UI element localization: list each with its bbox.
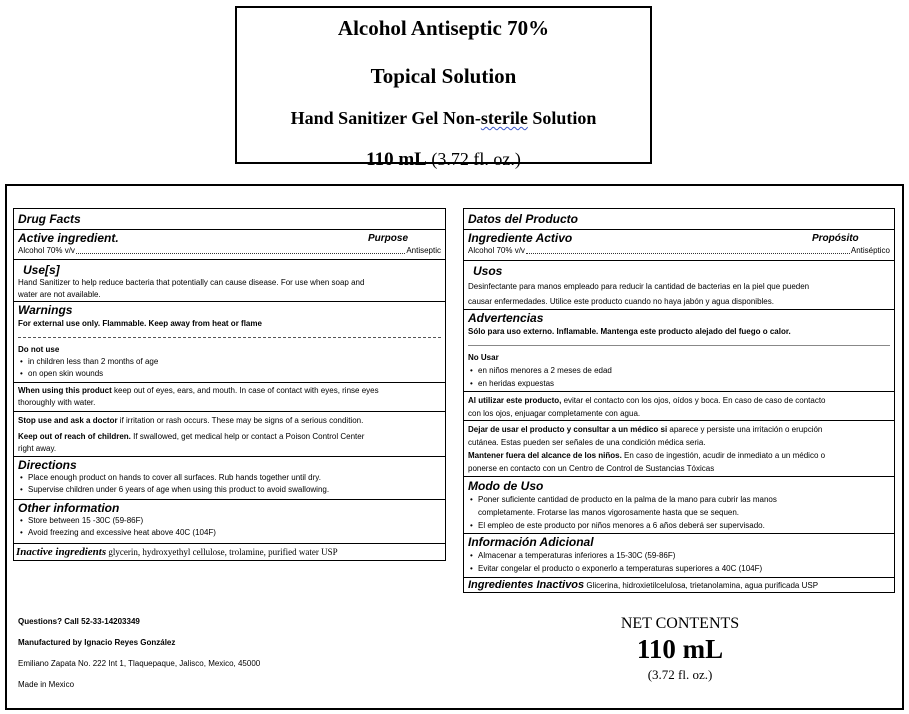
modo-de-uso-heading: Modo de Uso [468,479,544,493]
ingrediente-activo-heading: Ingrediente Activo [468,231,573,245]
net-contents-label: NET CONTENTS [620,615,740,632]
uses-text: Hand Sanitizer to help reduce bacteria that potentially can cause disease. For use when soap and [18,278,365,287]
list-item: • Avoid freezing and excessive heat above 40C (104F) [18,527,441,539]
dejar-de-usar-text: Dejar de usar el producto y consultar a un médico si aparece y persiste una irritación o erupción [468,425,823,434]
directions-heading: Directions [18,458,77,472]
advertencias-heading: Advertencias [468,311,544,325]
net-contents-oz: (3.72 fl. oz.) [647,667,713,682]
no-usar-heading: No Usar [468,353,499,362]
list-item: • in children less than 2 months of age [18,356,441,368]
external-use-warning: For external use only. Flammable. Keep away from heat or flame [18,319,262,328]
list-item: • en niños menores a 2 meses de edad [468,364,890,377]
warnings-heading: Warnings [18,303,73,317]
manufacturer-name: Manufactured by Ignacio Reyes González [18,638,176,647]
informacion-adicional-heading: Información Adicional [468,535,594,549]
drug-facts-title: Drug Facts [18,212,81,226]
country-of-origin: Made in Mexico [18,680,75,689]
uso-externo-warning: Sólo para uso externo. Inflamable. Mantenga este producto alejado del fuego o calor. [468,327,791,336]
list-item: • Almacenar a temperaturas inferiores a 15-30C (59-86F) [468,549,890,562]
active-ingredient-row: Alcohol 70% v/v Antiséptico [468,246,890,255]
product-name: Alcohol Antiseptic 70% [337,16,550,40]
keep-out-of-reach-text: Keep out of reach of children. If swallowed, get medical help or contact a Poison Control Center [18,432,365,441]
active-ingredient-heading: Active ingredient. [18,231,119,245]
proposito-heading: Propósito [812,233,859,244]
manufacturer-address: Emiliano Zapata No. 222 Int 1, Tlaquepaque, Jalisco, Mexico, 45000 [18,659,261,668]
title-box [235,6,652,170]
product-volume: 110 mL (3.72 fl. oz.) [366,149,521,170]
do-not-use-heading: Do not use [18,345,60,354]
questions-phone: Questions? Call 52-33-14203349 [18,617,140,626]
purpose-heading: Purpose [368,233,409,244]
list-item: • Supervise children under 6 years of age when using this product to avoid swallowing. [18,484,441,496]
stop-use-text: Stop use and ask a doctor if irritation or rash occurs. These may be signs of a serious condition. [18,416,364,425]
net-contents [580,615,780,683]
list-item: • Place enough product on hands to cover all surfaces. Rub hands together until dry. [18,472,441,484]
datos-title: Datos del Producto [468,212,579,226]
uses-heading: Use[s] [23,263,60,277]
when-using-text: When using this product keep out of eyes, ears, and mouth. In case of contact with eyes, rinse eyes [18,386,379,395]
list-item: • Evitar congelar el producto o exponerlo a temperaturas superiores a 40C (104F) [468,562,890,575]
usos-heading: Usos [473,264,503,278]
manufacturer-info [18,616,418,691]
al-utilizar-text: Al utilizar este producto, evitar el contacto con los ojos, oídos y boca. En caso de caso de contacto [468,396,826,405]
active-ingredient-row: Alcohol 70% v/v Antiseptic [18,246,441,255]
list-item: • en heridas expuestas [468,377,890,390]
list-item: • on open skin wounds [18,368,441,380]
product-form: Topical Solution [370,64,517,88]
net-contents-volume: 110 mL [636,634,724,664]
drug-facts-panel: Drug Facts Active ingredient. Purpose Alcohol 70% v/v Antiseptic Use[s] Hand Sanitizer to help reduce bacteria that potentially can cause disease. For use when soap and water are not available. Warnings For external use only. Flammable. Keep away from heat or flame Do not use • in children less than 2 months of age • on open skin wounds When using this product keep out of eyes, ears, and mouth. In case of contact with eyes, rinse eyes thoroughly with water. Stop use and ask a doctor if irritation or rash occurs. These may be signs of a serious condition. Keep out of reach of children. If swallowed, get medical help or contact a Poison Control Center right away. Directions • Place enough product on hands to cover all surfaces. Rub hands together until dry. • Supervise children under 6 years of age when using this product to avoid swallowing. Other information • Store between 15 -30C (59-86F) • Avoid freezing and excessive heat above 40C (104F) Inactive ingredients glycerin, hydroxyethyl cellulose, trolamine, purified water USP [13,208,446,561]
ingredientes-inactivos-text: Ingredientes Inactivos Glicerina, hidroxietilcelulosa, trietanolamina, agua purificada USP [468,579,819,591]
product-description: Hand Sanitizer Gel Non-sterile Solution [290,108,597,128]
mantener-fuera-text: Mantener fuera del alcance de los niños. En caso de ingestión, acudir de inmediato a un médico o [468,451,826,460]
list-item: • Poner suficiente cantidad de producto en la palma de la mano para cubrir las manos [468,493,890,506]
usos-text: Desinfectante para manos empleado para reducir la cantidad de bacterias en la piel que pueden [468,282,810,291]
list-item: • Store between 15 -30C (59-86F) [18,515,441,527]
inactive-ingredients-text: Inactive ingredients glycerin, hydroxyethyl cellulose, trolamine, purified water USP [16,546,338,558]
other-information-heading: Other information [18,501,120,515]
list-item: • El empleo de este producto por niños menores a 6 años deberá ser supervisado. [468,519,890,532]
datos-del-producto-panel: Datos del Producto Ingrediente Activo Propósito Alcohol 70% v/v Antiséptico Usos Desinfectante para manos empleado para reducir la cantidad de bacterias en la piel que pueden causar enfermedades. Utilice este producto cuando no haya jabón y agua disponibles. Advertencias Sólo para uso externo. Inflamable. Mantenga este producto alejado del fuego o calor. No Usar • en niños menores a 2 meses de edad • en heridas expuestas Al utilizar este producto, evitar el contacto con los ojos, oídos y boca. En caso de caso de contacto con los ojos, enjuagar completamente con agua. Dejar de usar el producto y consultar a un médico si aparece y persiste una irritación o erupción cutánea. Estas pueden ser señales de una condición médica seria. Mantener fuera del alcance de los niños. En caso de ingestión, acudir de inmediato a un médico o ponerse en contacto con un Centro de Control de Sustancias Tóxicas Modo de Uso • Poner suficiente cantidad de producto en la palma de la mano para cubrir las manos completamente. Frotarse las manos vigorosamente hasta que se sequen. • El empleo de este producto por niños menores a 6 años deberá ser supervisado. Información Adicional • Almacenar a temperaturas inferiores a 15-30C (59-86F) • Evitar congelar el producto o exponerlo a temperaturas superiores a 40C (104F) Ingredientes Inactivos Glicerina, hidroxietilcelulosa, trietanolamina, agua purificada USP [463,208,895,593]
